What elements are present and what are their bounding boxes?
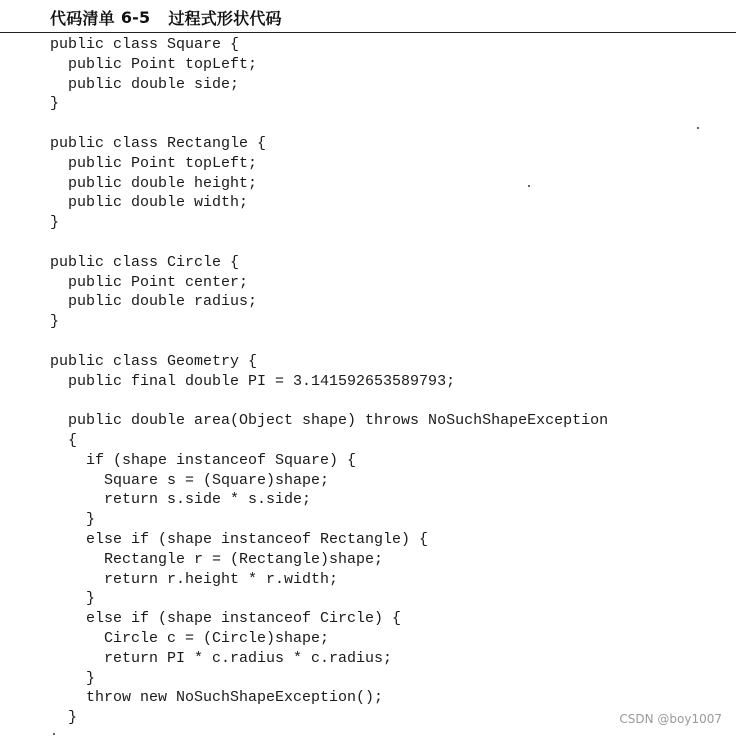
code-line: Rectangle r = (Rectangle)shape; [50,550,384,568]
csdn-watermark: CSDN @boy1007 [619,712,722,726]
code-line: public double radius; [50,293,258,311]
code-line: public class Geometry { [50,352,258,370]
code-line [50,114,608,134]
code-line: public final double PI = 3.141592653589793; [50,372,456,390]
code-line: Square s = (Square)shape; [50,471,330,489]
code-line: public class Rectangle { [50,134,267,152]
heading-divider [0,32,736,33]
code-line: if (shape instanceof Square) { [50,451,357,469]
code-line: return PI * c.radius * c.radius; [50,649,393,667]
code-line [50,391,608,411]
code-line: public Point center; [50,273,249,291]
code-line: } [50,313,60,331]
listing-label: 代码清单 [50,8,115,28]
code-line: public class Circle { [50,253,240,271]
scan-speck [697,127,699,129]
code-line: throw new NoSuchShapeException(); [50,689,384,707]
scan-speck [53,733,55,735]
code-line: } [50,214,60,232]
code-line: public double width; [50,194,249,212]
code-line: public double height; [50,174,258,192]
code-line [50,233,608,253]
code-line: public Point topLeft; [50,154,258,172]
code-listing [50,35,608,728]
code-line: } [50,669,96,687]
listing-title: 过程式形状代码 [168,8,282,28]
code-line: public double side; [50,75,240,93]
listing-number: 6-5 [120,7,151,27]
code-line: else if (shape instanceof Rectangle) { [50,530,429,548]
code-line: public double area(Object shape) throws NoSuchShapeException [50,412,609,430]
code-line: } [50,590,96,608]
code-line: public class Square { [50,36,240,53]
code-line: } [50,709,78,727]
scan-speck [528,185,530,187]
listing-heading [50,4,282,30]
code-line: } [50,95,60,113]
code-line: else if (shape instanceof Circle) { [50,610,402,628]
code-line: return s.side * s.side; [50,491,312,509]
code-line: return r.height * r.width; [50,570,339,588]
code-line: } [50,511,96,529]
code-line [50,332,608,352]
code-line: public Point topLeft; [50,55,258,73]
code-line: Circle c = (Circle)shape; [50,629,330,647]
code-line: { [50,431,78,449]
